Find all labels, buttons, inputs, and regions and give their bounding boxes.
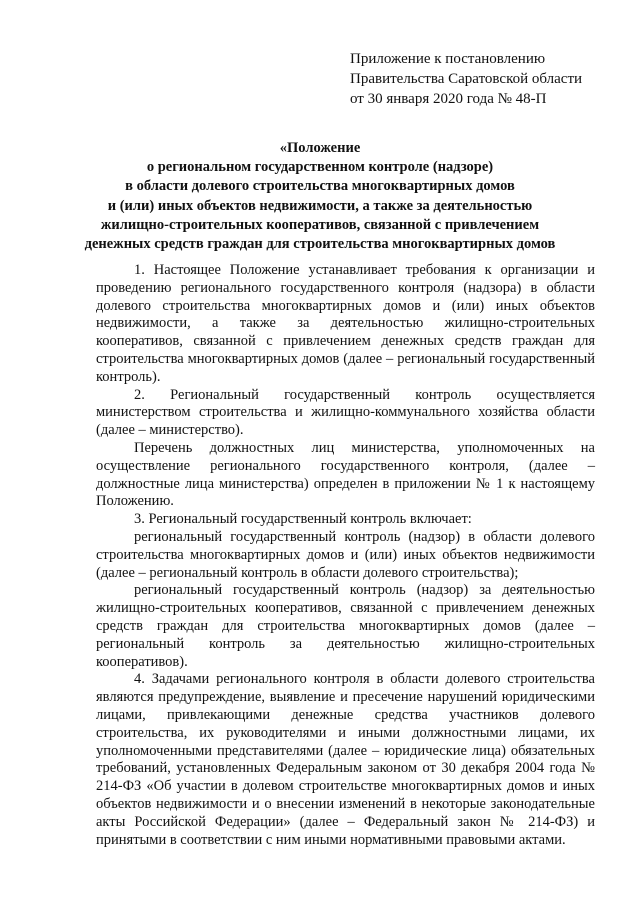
title-line: в области долевого строительства многоквартирных домов [125,178,515,195]
title-line: и (или) иных объектов недвижимости, а также за деятельностью [107,197,533,214]
appendix-line: Правительства Саратовской области [350,71,583,87]
title-line: о региональном государственном контроле (надзоре) [146,159,494,176]
appendix-header [350,49,582,109]
title-line: денежных средств граждан для строительства многоквартирных домов [84,236,556,253]
appendix-line: от 30 января 2020 года № 48-П [350,91,547,107]
appendix-line: Приложение к постановлению [350,51,546,67]
paragraph-4: 4. Задачами регионального контроля в области долевого строительства являются предупреждение, выявление и пресечение нарушений юридическими лицами, привлекающими денежные средства участников долевого строительства, их руководителями и иными должностными лицами, их уполномоченными представителями (далее – юридические лица) обязательных требований, установленных Федеральным законом от 30 декабря 2004 года № 214-ФЗ «Об участии в долевом строительстве многоквартирных домов и иных объектов недвижимости и о внесении изменений в некоторые законодательные акты Российской Федерации» (далее – Федеральный закон № 214-ФЗ) и принятыми в соответствии с ним иными нормативными правовыми актами. [96,671,595,848]
title-line: жилищно-строительных кооперативов, связанной с привлечением [100,216,540,233]
paragraph-2: 2. Региональный государственный контроль осуществляется министерством строительства и жилищно-коммунального хозяйства области (далее – министерство). [96,386,595,439]
title-line: «Положение [279,140,361,156]
paragraph-2-list: Перечень должностных лиц министерства, уполномоченных на осуществление регионального государственного контроля, (далее – должностные лица министерства) определен в приложении № 1 к настоящему Положению. [96,439,595,510]
paragraph-1: 1. Настоящее Положение устанавливает требования к организации и проведению регионального государственного контроля (надзора) в области долевого строительства многоквартирных домов и (или) иных объектов недвижимости, а также за деятельностью жилищно-строительных кооперативов, связанной с привлечением денежных средств граждан для строительства многоквартирных домов (далее – региональный государственный контроль). [96,262,595,385]
document-body [96,262,595,849]
paragraph-3-item-1: региональный государственный контроль (надзор) в области долевого строительства многоквартирных домов и (или) иных объектов недвижимости (далее – региональный контроль в области долевого строительства); [96,528,595,581]
document-title [0,139,640,254]
paragraph-3: 3. Региональный государственный контроль включает: [134,511,472,528]
paragraph-3-item-2: региональный государственный контроль (надзор) за деятельностью жилищно-строительных кооперативов, связанной с привлечением денежных средств граждан для строительства многоквартирных домов (далее – региональный контроль за деятельностью жилищно-строительных кооперативов). [96,582,595,670]
